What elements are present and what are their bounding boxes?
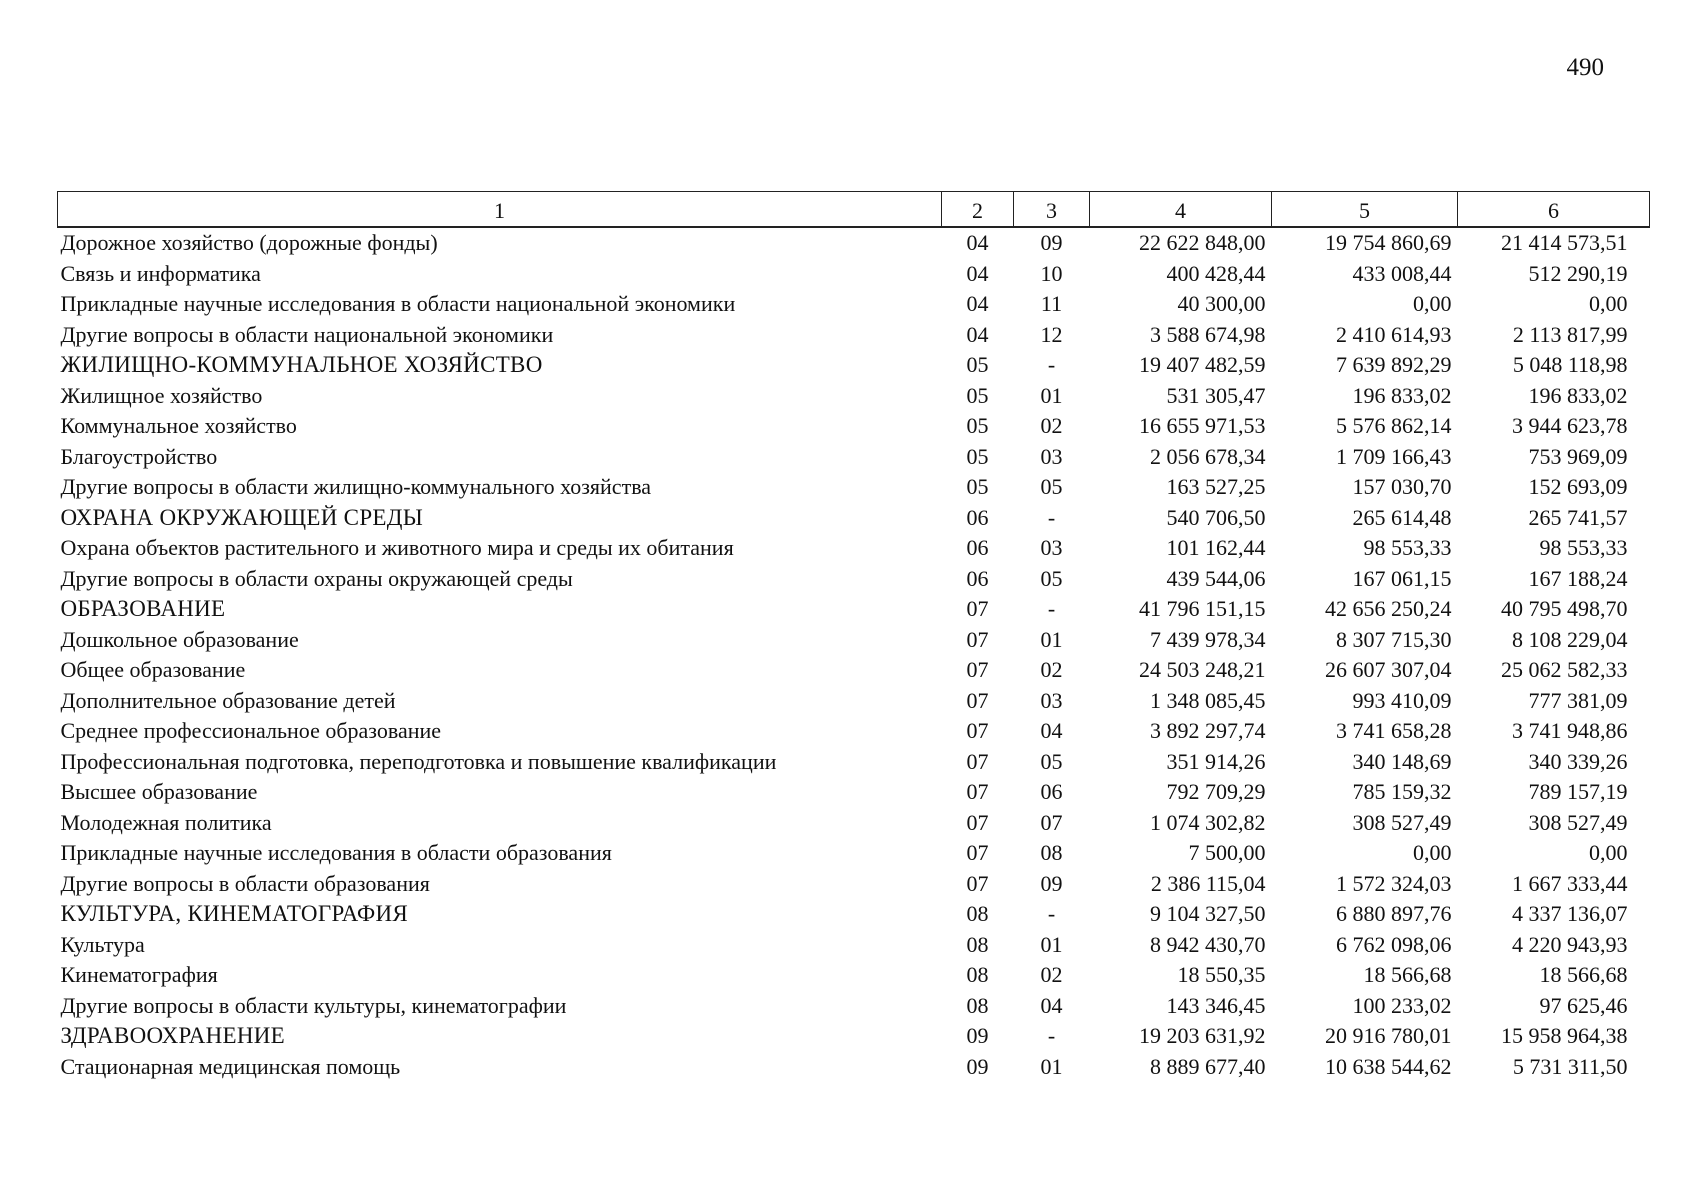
row-value-col5: 42 656 250,24 (1325, 596, 1452, 622)
row-value-col5: 0,00 (1413, 840, 1452, 866)
row-value-col5: 98 553,33 (1363, 535, 1452, 561)
row-subsection-code: 03 (1040, 687, 1063, 713)
row-value-col5: 196 833,02 (1352, 382, 1452, 408)
table-row (58, 564, 1650, 595)
row-value-col4: 8 942 430,70 (1150, 931, 1266, 957)
row-value-col6: 5 731 311,50 (1512, 1053, 1628, 1079)
row-subsection-code: 03 (1040, 443, 1063, 469)
row-name: Дорожное хозяйство (дорожные фонды) (60, 230, 438, 256)
row-section-code: 07 (966, 809, 989, 835)
row-name: Коммунальное хозяйство (60, 413, 297, 439)
row-subsection-code: 01 (1040, 931, 1063, 957)
row-section-code: 08 (966, 962, 989, 988)
table-row (58, 991, 1650, 1022)
row-section-code: 07 (966, 687, 989, 713)
row-section-code: 04 (966, 230, 989, 256)
row-value-col5: 1 709 166,43 (1336, 443, 1452, 469)
row-value-col6: 5 048 118,98 (1512, 352, 1628, 378)
column-header-5: 5 (1272, 192, 1458, 228)
row-value-col6: 3 741 948,86 (1512, 718, 1628, 744)
row-section-code: 09 (966, 1053, 989, 1079)
row-section-code: 08 (966, 901, 989, 927)
row-section-code: 05 (966, 352, 989, 378)
row-value-col5: 19 754 860,69 (1325, 230, 1452, 256)
row-value-col5: 433 008,44 (1352, 260, 1452, 286)
row-value-col6: 196 833,02 (1528, 382, 1628, 408)
row-name: Высшее образование (60, 779, 258, 805)
row-subsection-code: 05 (1040, 565, 1063, 591)
row-value-col6: 8 108 229,04 (1512, 626, 1628, 652)
row-value-col4: 19 407 482,59 (1139, 352, 1266, 378)
table-row (58, 625, 1650, 656)
row-section-code: 05 (966, 413, 989, 439)
row-value-col6: 753 969,09 (1528, 443, 1628, 469)
row-value-col5: 308 527,49 (1352, 809, 1452, 835)
row-value-col4: 41 796 151,15 (1139, 596, 1266, 622)
table-row (58, 808, 1650, 839)
row-value-col4: 400 428,44 (1166, 260, 1266, 286)
row-value-col5: 265 614,48 (1352, 504, 1452, 530)
row-name: Другие вопросы в области охраны окружающей среды (60, 565, 573, 591)
row-value-col4: 792 709,29 (1166, 779, 1266, 805)
row-value-col6: 340 339,26 (1528, 748, 1628, 774)
row-value-col6: 789 157,19 (1528, 779, 1628, 805)
page-number: 490 (1566, 54, 1604, 81)
row-subsection-code: 01 (1040, 1053, 1063, 1079)
row-value-col6: 0,00 (1589, 291, 1628, 317)
row-name: Культура (60, 931, 145, 957)
row-value-col4: 16 655 971,53 (1139, 413, 1266, 439)
row-value-col4: 8 889 677,40 (1150, 1053, 1266, 1079)
row-value-col5: 20 916 780,01 (1325, 1023, 1452, 1049)
row-subsection-code: - (1047, 901, 1056, 927)
row-name: Другие вопросы в области национальной экономики (60, 321, 554, 347)
row-value-col4: 9 104 327,50 (1150, 901, 1266, 927)
row-name: Профессиональная подготовка, переподготовка и повышение квалификации (60, 748, 777, 774)
row-value-col6: 308 527,49 (1528, 809, 1628, 835)
row-name: Среднее профессиональное образование (60, 718, 442, 744)
row-section-code: 06 (966, 565, 989, 591)
row-section-code: 05 (966, 382, 989, 408)
row-value-col6: 777 381,09 (1528, 687, 1628, 713)
row-section-code: 04 (966, 291, 989, 317)
row-subsection-code: 11 (1040, 291, 1063, 317)
row-value-col5: 10 638 544,62 (1325, 1053, 1452, 1079)
row-value-col6: 21 414 573,51 (1501, 230, 1628, 256)
row-subsection-code: 09 (1040, 230, 1063, 256)
row-value-col4: 101 162,44 (1166, 535, 1266, 561)
table-row (58, 716, 1650, 747)
row-subsection-code: - (1047, 504, 1056, 530)
row-value-col5: 18 566,68 (1363, 962, 1452, 988)
row-value-col4: 7 500,00 (1188, 840, 1266, 866)
table-row (58, 259, 1650, 290)
row-value-col4: 1 348 085,45 (1150, 687, 1266, 713)
row-subsection-code: 02 (1040, 962, 1063, 988)
row-value-col6: 15 958 964,38 (1501, 1023, 1628, 1049)
row-name: Охрана объектов растительного и животного мира и среды их обитания (60, 535, 734, 561)
row-name: Благоустройство (60, 443, 218, 469)
table-row (58, 747, 1650, 778)
table-row-section (58, 899, 1650, 930)
row-value-col4: 7 439 978,34 (1150, 626, 1266, 652)
row-value-col6: 4 220 943,93 (1512, 931, 1628, 957)
row-value-col4: 163 527,25 (1166, 474, 1266, 500)
row-name: ОХРАНА ОКРУЖАЮЩЕЙ СРЕДЫ (60, 504, 424, 530)
row-value-col5: 100 233,02 (1352, 992, 1452, 1018)
row-value-col6: 152 693,09 (1528, 474, 1628, 500)
row-value-col6: 18 566,68 (1539, 962, 1628, 988)
row-section-code: 07 (966, 840, 989, 866)
row-name: Прикладные научные исследования в области национальной экономики (60, 291, 736, 317)
row-name: Дошкольное образование (60, 626, 299, 652)
row-name: Общее образование (60, 657, 246, 683)
row-value-col6: 98 553,33 (1539, 535, 1628, 561)
row-section-code: 07 (966, 596, 989, 622)
row-value-col5: 7 639 892,29 (1336, 352, 1452, 378)
table-row (58, 1052, 1650, 1083)
row-name: Другие вопросы в области жилищно-коммунального хозяйства (60, 474, 652, 500)
row-name: Другие вопросы в области культуры, кинематографии (60, 992, 567, 1018)
row-value-col6: 4 337 136,07 (1512, 901, 1628, 927)
table-row-section (58, 503, 1650, 534)
table-row-section (58, 350, 1650, 381)
row-value-col5: 6 762 098,06 (1336, 931, 1452, 957)
row-value-col5: 340 148,69 (1352, 748, 1452, 774)
row-value-col5: 26 607 307,04 (1325, 657, 1452, 683)
table-row (58, 411, 1650, 442)
row-value-col6: 2 113 817,99 (1512, 321, 1628, 347)
column-header-2: 2 (942, 192, 1014, 228)
row-value-col5: 1 572 324,03 (1336, 870, 1452, 896)
row-name: Прикладные научные исследования в области образования (60, 840, 612, 866)
table-header (58, 192, 1650, 228)
row-value-col6: 512 290,19 (1528, 260, 1628, 286)
row-subsection-code: - (1047, 596, 1056, 622)
row-value-col5: 157 030,70 (1352, 474, 1452, 500)
row-section-code: 07 (966, 626, 989, 652)
table-row (58, 655, 1650, 686)
row-name: ОБРАЗОВАНИЕ (60, 596, 226, 622)
row-section-code: 07 (966, 718, 989, 744)
row-value-col6: 0,00 (1589, 840, 1628, 866)
table-row (58, 381, 1650, 412)
row-name: ЗДРАВООХРАНЕНИЕ (60, 1023, 286, 1049)
column-header-4: 4 (1090, 192, 1272, 228)
row-value-col4: 18 550,35 (1177, 962, 1266, 988)
row-subsection-code: 02 (1040, 413, 1063, 439)
table-row-section (58, 594, 1650, 625)
row-subsection-code: 09 (1040, 870, 1063, 896)
table-row (58, 777, 1650, 808)
row-value-col4: 143 346,45 (1166, 992, 1266, 1018)
row-subsection-code: 05 (1040, 474, 1063, 500)
row-name: Стационарная медицинская помощь (60, 1053, 401, 1079)
row-section-code: 08 (966, 931, 989, 957)
table-row (58, 838, 1650, 869)
row-subsection-code: 10 (1040, 260, 1063, 286)
table-row (58, 472, 1650, 503)
row-section-code: 07 (966, 870, 989, 896)
table-row (58, 869, 1650, 900)
table-row (58, 930, 1650, 961)
row-subsection-code: 01 (1040, 382, 1063, 408)
table-row (58, 289, 1650, 320)
row-value-col4: 19 203 631,92 (1139, 1023, 1266, 1049)
row-value-col4: 24 503 248,21 (1139, 657, 1266, 683)
row-value-col4: 3 588 674,98 (1150, 321, 1266, 347)
row-value-col4: 531 305,47 (1166, 382, 1266, 408)
header-row (58, 192, 1650, 228)
row-section-code: 04 (966, 321, 989, 347)
row-name: ЖИЛИЩНО-КОММУНАЛЬНОЕ ХОЗЯЙСТВО (60, 352, 543, 378)
row-name: Дополнительное образование детей (60, 687, 396, 713)
table-row (58, 320, 1650, 351)
row-subsection-code: 06 (1040, 779, 1063, 805)
row-value-col5: 167 061,15 (1352, 565, 1452, 591)
row-value-col5: 0,00 (1413, 291, 1452, 317)
row-name: Кинематография (60, 962, 218, 988)
row-value-col4: 3 892 297,74 (1150, 718, 1266, 744)
row-value-col5: 993 410,09 (1352, 687, 1452, 713)
row-name: Жилищное хозяйство (60, 382, 263, 408)
row-value-col4: 40 300,00 (1177, 291, 1266, 317)
row-value-col4: 1 074 302,82 (1150, 809, 1266, 835)
row-section-code: 08 (966, 992, 989, 1018)
row-value-col5: 8 307 715,30 (1336, 626, 1452, 652)
row-subsection-code: 12 (1040, 321, 1063, 347)
row-value-col4: 540 706,50 (1166, 504, 1266, 530)
table-row (58, 442, 1650, 473)
row-value-col5: 6 880 897,76 (1336, 901, 1452, 927)
row-subsection-code: 08 (1040, 840, 1063, 866)
table-body (58, 227, 1650, 1082)
row-section-code: 04 (966, 260, 989, 286)
table-row (58, 227, 1650, 259)
table-row (58, 960, 1650, 991)
row-section-code: 07 (966, 779, 989, 805)
column-header-1: 1 (58, 192, 942, 228)
column-header-6: 6 (1458, 192, 1650, 228)
row-subsection-code: 01 (1040, 626, 1063, 652)
table-row (58, 533, 1650, 564)
row-value-col4: 22 622 848,00 (1139, 230, 1266, 256)
row-subsection-code: 04 (1040, 718, 1063, 744)
budget-table (57, 191, 1650, 1082)
table-row (58, 686, 1650, 717)
row-value-col6: 167 188,24 (1528, 565, 1628, 591)
row-subsection-code: 05 (1040, 748, 1063, 774)
row-section-code: 07 (966, 657, 989, 683)
row-name: Связь и информатика (60, 260, 261, 286)
row-value-col6: 97 625,46 (1539, 992, 1628, 1018)
row-value-col5: 785 159,32 (1352, 779, 1452, 805)
row-value-col5: 2 410 614,93 (1336, 321, 1452, 347)
row-section-code: 09 (966, 1023, 989, 1049)
row-name: Другие вопросы в области образования (60, 870, 430, 896)
column-header-3: 3 (1014, 192, 1090, 228)
table-row-section (58, 1021, 1650, 1052)
row-subsection-code: - (1047, 1023, 1056, 1049)
row-subsection-code: - (1047, 352, 1056, 378)
row-value-col6: 1 667 333,44 (1512, 870, 1628, 896)
row-value-col4: 439 544,06 (1166, 565, 1266, 591)
row-value-col4: 2 056 678,34 (1150, 443, 1266, 469)
row-value-col6: 25 062 582,33 (1501, 657, 1628, 683)
row-value-col6: 40 795 498,70 (1501, 596, 1628, 622)
row-name: КУЛЬТУРА, КИНЕМАТОГРАФИЯ (60, 901, 409, 927)
row-section-code: 06 (966, 535, 989, 561)
row-subsection-code: 04 (1040, 992, 1063, 1018)
row-value-col6: 265 741,57 (1528, 504, 1628, 530)
row-value-col4: 2 386 115,04 (1150, 870, 1266, 896)
row-section-code: 06 (966, 504, 989, 530)
row-section-code: 05 (966, 443, 989, 469)
row-value-col5: 5 576 862,14 (1336, 413, 1452, 439)
row-subsection-code: 03 (1040, 535, 1063, 561)
row-value-col5: 3 741 658,28 (1336, 718, 1452, 744)
row-value-col4: 351 914,26 (1166, 748, 1266, 774)
row-section-code: 05 (966, 474, 989, 500)
row-value-col6: 3 944 623,78 (1512, 413, 1628, 439)
row-name: Молодежная политика (60, 809, 272, 835)
row-section-code: 07 (966, 748, 989, 774)
row-subsection-code: 02 (1040, 657, 1063, 683)
row-subsection-code: 07 (1040, 809, 1063, 835)
